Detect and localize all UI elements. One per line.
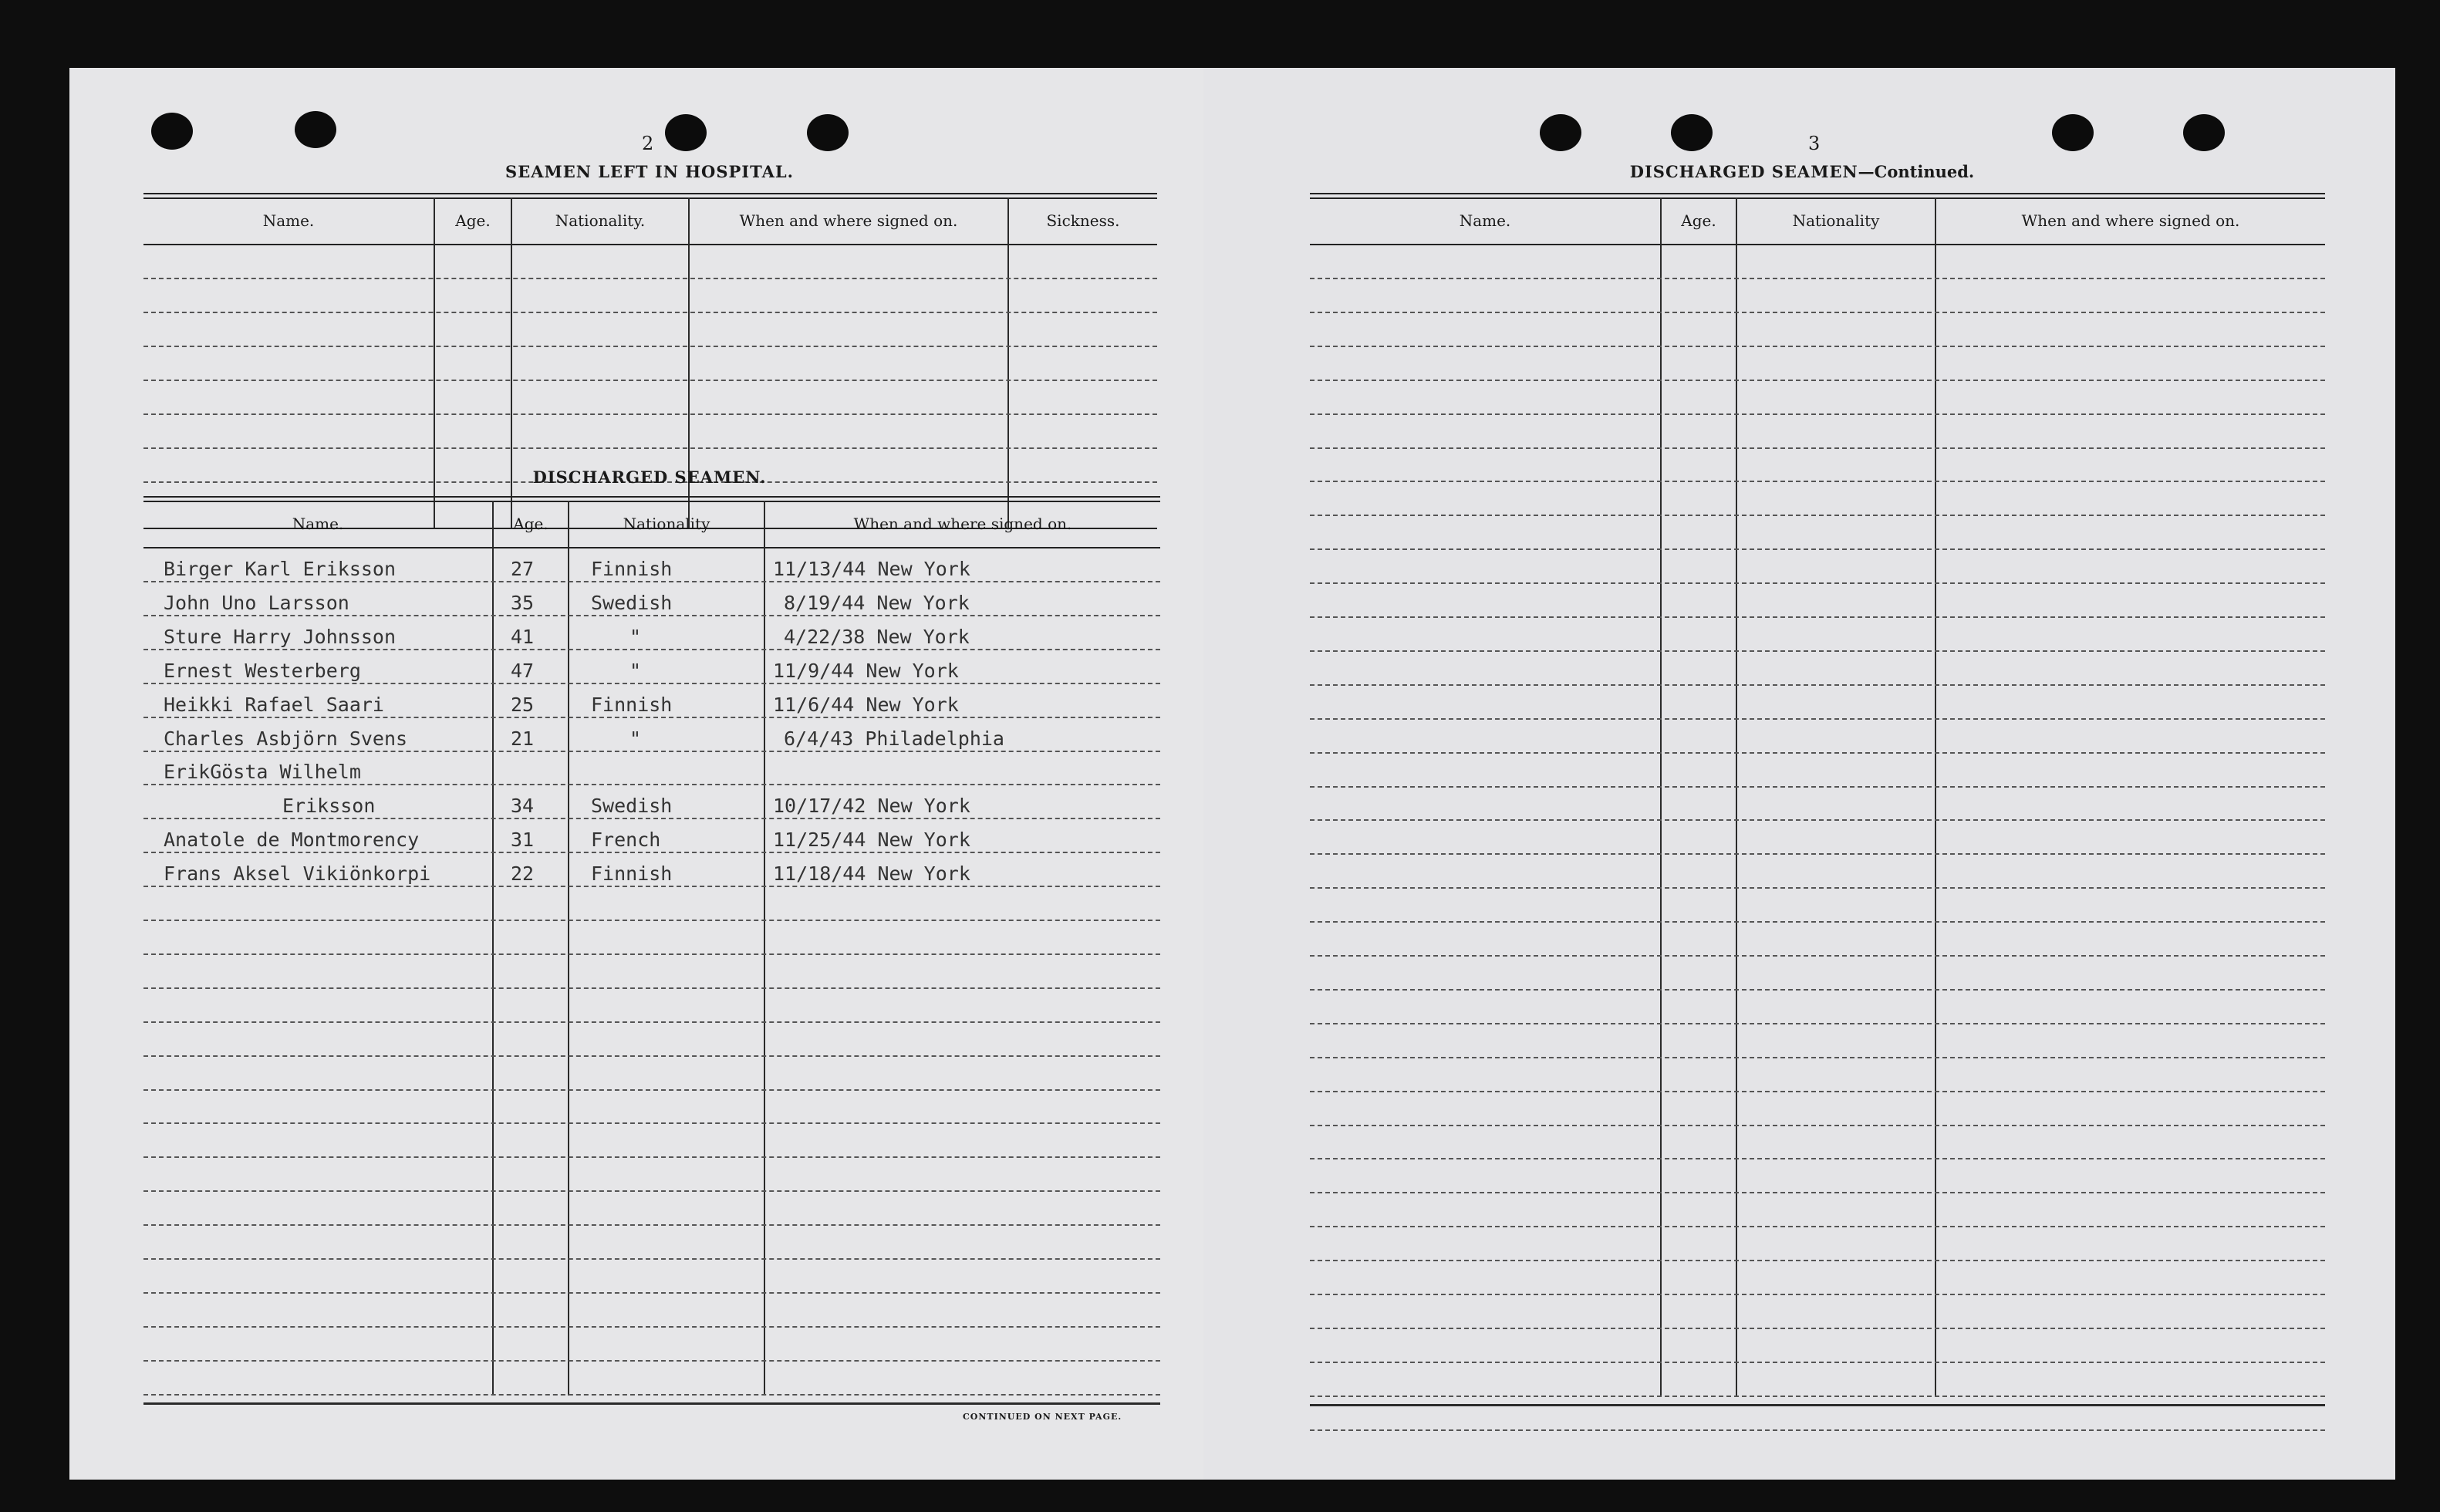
cell-age: 27 — [511, 558, 535, 580]
row-rule — [1310, 447, 2325, 449]
col-header-nationality: Nationality. — [555, 211, 646, 230]
cell-nationality: Finnish — [591, 862, 673, 886]
row-rule — [143, 1326, 1160, 1328]
col-header-age: Age. — [1681, 211, 1716, 230]
row-rule — [1310, 1294, 2325, 1295]
table-bottom-rule — [143, 1402, 1160, 1405]
cell-age: 21 — [511, 727, 535, 750]
row-rule — [143, 987, 1160, 989]
row-rule — [143, 1089, 1160, 1091]
col-header-signed-on: When and where signed on. — [739, 211, 958, 230]
row-rule — [143, 886, 1160, 887]
row-rule — [1310, 1328, 2325, 1329]
discharged-section-title: DISCHARGED SEAMEN. — [532, 467, 767, 487]
row-rule — [1310, 819, 2325, 821]
cell-name: Ernest Westerberg — [164, 659, 361, 682]
col-header-signed-on: When and where signed on. — [853, 515, 1072, 533]
left-page — [69, 68, 1203, 1480]
row-rule — [1310, 786, 2325, 788]
row-rule — [1310, 1396, 2325, 1397]
hospital-section-title: SEAMEN LEFT IN HOSPITAL. — [505, 162, 794, 181]
cell-signed-on: 6/4/43 Philadelphia — [784, 727, 1004, 750]
continued-note: CONTINUED ON NEXT PAGE. — [963, 1412, 1122, 1422]
column-rule — [1660, 197, 1662, 1396]
cell-signed-on: 11/13/44 New York — [773, 558, 970, 580]
column-rule — [1736, 197, 1737, 1396]
cell-nationality: " — [629, 727, 642, 750]
column-rule — [764, 501, 765, 1396]
cell-age: 25 — [511, 693, 535, 716]
cell-name: Sture Harry Johnsson — [164, 625, 397, 648]
row-rule — [143, 380, 1157, 381]
row-rule — [1310, 1429, 2325, 1431]
row-rule — [143, 1360, 1160, 1362]
row-rule — [1310, 481, 2325, 482]
col-header-age: Age. — [513, 515, 548, 533]
cell-age: 47 — [511, 659, 535, 682]
row-rule — [143, 615, 1160, 616]
row-rule — [1310, 380, 2325, 381]
col-header-name: Name. — [292, 515, 344, 533]
row-rule — [143, 447, 1157, 449]
cell-nationality: " — [629, 659, 642, 682]
row-rule — [1310, 1091, 2325, 1092]
discharged-table — [143, 496, 1160, 1392]
row-rule — [1310, 752, 2325, 754]
row-rule — [143, 953, 1160, 955]
row-rule — [143, 920, 1160, 921]
row-rule — [143, 413, 1157, 415]
binder-hole — [2052, 114, 2094, 151]
row-rule — [1310, 887, 2325, 889]
row-rule — [143, 852, 1160, 853]
column-rule — [1935, 197, 1936, 1396]
row-rule — [143, 1156, 1160, 1158]
column-rule — [568, 501, 569, 1396]
row-rule — [143, 1122, 1160, 1124]
binder-hole — [665, 114, 707, 151]
row-rule — [143, 751, 1160, 752]
cell-name: Eriksson — [282, 795, 376, 818]
cell-age: 34 — [511, 795, 535, 818]
row-rule — [143, 346, 1157, 347]
row-rule — [143, 1224, 1160, 1226]
row-rule — [143, 784, 1160, 785]
cell-name: Charles Asbjörn Svens — [164, 727, 408, 750]
binder-hole — [151, 113, 193, 150]
cell-nationality: Swedish — [591, 795, 673, 818]
cell-signed-on: 11/25/44 New York — [773, 829, 970, 852]
col-header-sickness: Sickness. — [1046, 211, 1120, 230]
row-rule — [143, 1258, 1160, 1260]
row-rule — [143, 1190, 1160, 1192]
row-rule — [1310, 684, 2325, 686]
col-header-name: Name. — [262, 211, 315, 230]
row-rule — [1310, 853, 2325, 855]
cell-name: Heikki Rafael Saari — [164, 693, 384, 716]
row-rule — [143, 818, 1160, 819]
row-rule — [1310, 955, 2325, 957]
row-rule — [143, 649, 1160, 650]
cell-signed-on: 8/19/44 New York — [784, 591, 970, 614]
row-rule — [1310, 413, 2325, 415]
right-page — [1203, 68, 2395, 1480]
cell-nationality: Finnish — [591, 693, 673, 716]
row-rule — [1310, 1362, 2325, 1363]
row-rule — [143, 581, 1160, 582]
table-bottom-rule — [1310, 1404, 2325, 1406]
row-rule — [1310, 1125, 2325, 1126]
cell-name: ErikGösta Wilhelm — [164, 761, 361, 784]
cell-signed-on: 4/22/38 New York — [784, 625, 970, 648]
binder-hole — [1540, 114, 1581, 151]
row-rule — [1310, 278, 2325, 279]
row-rule — [143, 717, 1160, 718]
page-number: 3 — [1808, 133, 1821, 154]
row-rule — [1310, 548, 2325, 550]
col-header-signed-on: When and where signed on. — [2021, 211, 2240, 230]
row-rule — [1310, 1023, 2325, 1024]
cell-signed-on: 11/6/44 New York — [773, 693, 959, 716]
cell-signed-on: 11/9/44 New York — [773, 659, 959, 682]
row-rule — [143, 312, 1157, 313]
row-rule — [1310, 1192, 2325, 1193]
binder-hole — [1671, 114, 1713, 151]
row-rule — [1310, 650, 2325, 652]
row-rule — [1310, 1057, 2325, 1058]
cell-nationality: " — [629, 625, 642, 648]
row-rule — [1310, 312, 2325, 313]
row-rule — [143, 683, 1160, 684]
row-rule — [1310, 989, 2325, 991]
row-rule — [1310, 921, 2325, 923]
row-rule — [143, 1394, 1160, 1396]
binder-hole — [807, 114, 849, 151]
cell-age: 31 — [511, 829, 535, 852]
row-rule — [143, 1055, 1160, 1057]
cell-name: John Uno Larsson — [164, 591, 349, 614]
cell-age: 22 — [511, 862, 535, 886]
row-rule — [143, 1021, 1160, 1023]
cell-name: Frans Aksel Vikiönkorpi — [164, 862, 431, 886]
column-rule — [492, 501, 494, 1396]
row-rule — [1310, 346, 2325, 347]
cell-name: Anatole de Montmorency — [164, 829, 420, 852]
col-header-nationality: Nationality — [1792, 211, 1880, 230]
cell-nationality: Swedish — [591, 591, 673, 614]
binder-hole — [2183, 114, 2225, 151]
title-main: DISCHARGED SEAMEN — [1629, 162, 1858, 181]
discharged-continued-table — [1310, 193, 2325, 1396]
col-header-nationality: Nationality — [623, 515, 710, 533]
row-rule — [1310, 1260, 2325, 1261]
cell-age: 35 — [511, 591, 535, 614]
cell-nationality: Finnish — [591, 558, 673, 580]
discharged-continued-title — [1281, 162, 2324, 181]
col-header-name: Name. — [1459, 211, 1511, 230]
row-rule — [1310, 1226, 2325, 1227]
row-rule — [1310, 616, 2325, 618]
row-rule — [143, 278, 1157, 279]
cell-signed-on: 10/17/42 New York — [773, 795, 970, 818]
title-continued: —Continued. — [1858, 162, 1975, 181]
page-number: 2 — [642, 133, 654, 154]
cell-name: Birger Karl Eriksson — [164, 558, 397, 580]
row-rule — [143, 1292, 1160, 1294]
cell-signed-on: 11/18/44 New York — [773, 862, 970, 886]
row-rule — [1310, 515, 2325, 516]
row-rule — [1310, 582, 2325, 584]
row-rule — [1310, 1158, 2325, 1159]
col-header-age: Age. — [455, 211, 491, 230]
cell-nationality: French — [591, 829, 661, 852]
row-rule — [1310, 718, 2325, 720]
cell-age: 41 — [511, 625, 535, 648]
binder-hole — [295, 111, 336, 148]
